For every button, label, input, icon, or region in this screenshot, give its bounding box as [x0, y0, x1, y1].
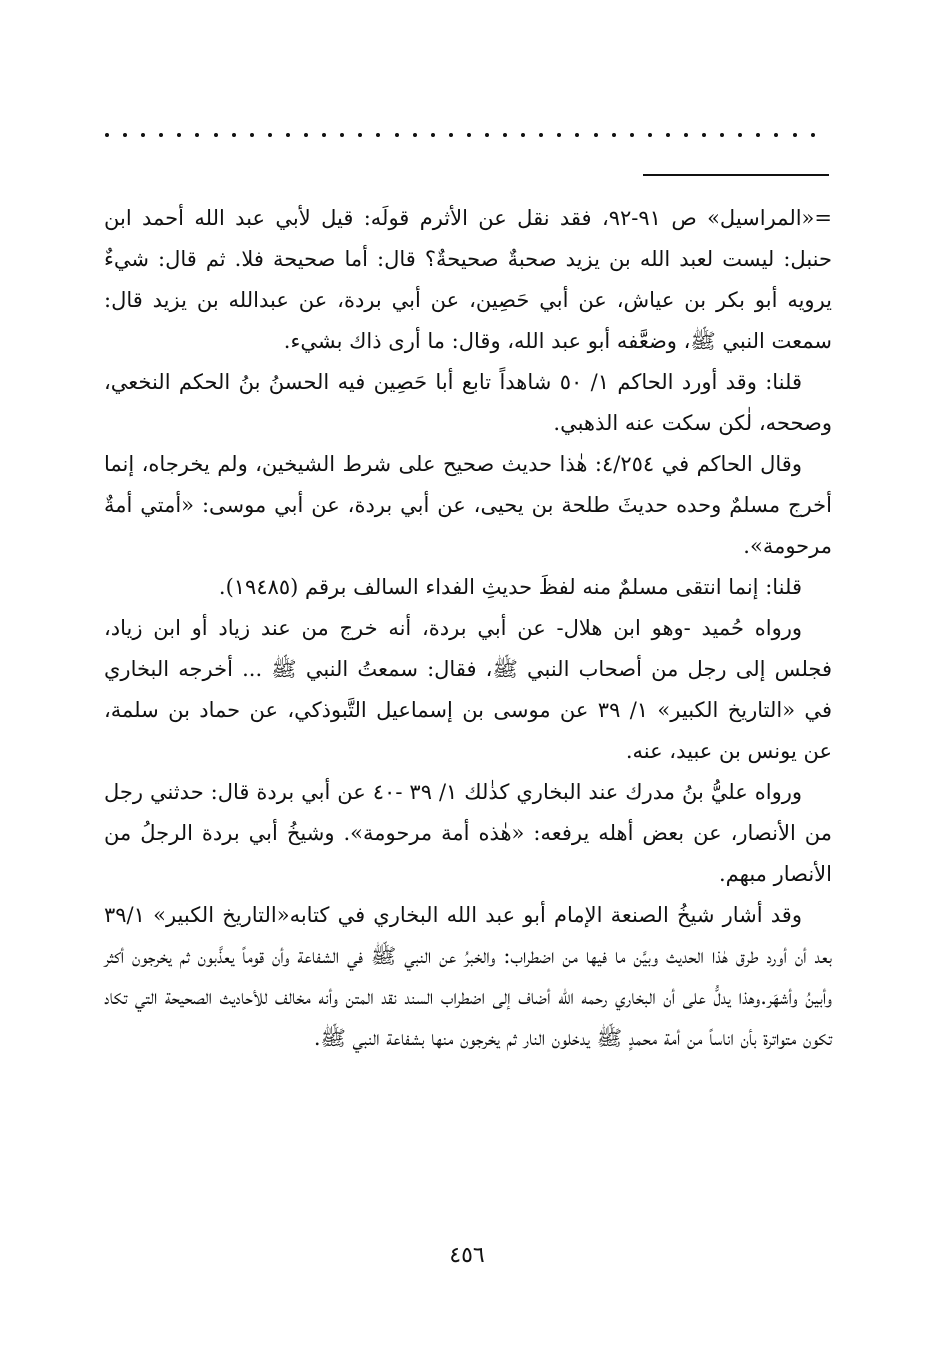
separator-dot	[214, 133, 218, 137]
footnote-rule	[643, 174, 829, 176]
paragraph-6: ورواه عليُّ بنُ مدرك عند البخاري كذٰلك ١/ ٣٩ -٤٠ عن أبي بردة قال: حدثني رجل من الأنصار، عن بعض أهله يرفعه: «هٰذه أمة مرحومة». وشيخُ أبي بردة الرجلُ من الأنصار مبهم.	[104, 780, 832, 886]
separator-dot	[286, 133, 290, 137]
separator-dot	[684, 133, 688, 137]
paragraph-2: قلنا: وقد أورد الحاكم ١/ ٥٠ شاهداً تابع أبا حَصِين فيه الحسنُ بنُ الحكم النخعي، وصححه، لٰكن سكت عنه الذهبي.	[104, 370, 832, 435]
separator-dot	[720, 133, 724, 137]
separator-dot	[575, 133, 579, 137]
separator-dot	[594, 133, 598, 137]
separator-dot	[413, 133, 417, 137]
separator-dot	[630, 133, 634, 137]
separator-dot	[539, 133, 543, 137]
paragraph-5: ورواه حُميد -وهو ابن هلال- عن أبي بردة، أنه خرج من عند زياد أو ابن زياد، فجلس إلى رجل من أصحاب النبي ﷺ، فقال: سمعتُ النبي ﷺ ... أخرجه البخاري في «التاريخ الكبير» ١/ ٣٩ عن موسى بن إسماعيل التَّبوذكي، عن حماد بن سلمة، عن يونس بن عبيد، عنه.	[104, 616, 832, 763]
separator-dot	[612, 133, 616, 137]
separator-dot	[467, 133, 471, 137]
separator-dot	[793, 133, 797, 137]
separator-dot	[557, 133, 561, 137]
separator-dots	[105, 120, 815, 150]
separator-dot	[376, 133, 380, 137]
separator-dot	[232, 133, 236, 137]
separator-dot	[521, 133, 525, 137]
separator-dot	[123, 133, 127, 137]
separator-dot	[340, 133, 344, 137]
paragraph-1: =«المراسيل» ص ٩١-٩٢، فقد نقل عن الأثرم قولَه: قيل لأبي عبد الله أحمد ابن حنبل: ليست لعبد الله بن يزيد صحبةٌ صحيحةٌ؟ قال: أما صحيحة فلا. ثم قال: شيءٌ يرويه أبو بكر بن عياش، عن أبي حَصِين، عن أبي بردة، عن عبدالله بن يزيد قال: سمعت النبي ﷺ، وضعَّفه أبو عبد الله، وقال: ما أرى ذاك بشيء.	[104, 206, 832, 353]
separator-dot	[358, 133, 362, 137]
separator-dot	[268, 133, 272, 137]
separator-dot	[177, 133, 181, 137]
separator-dot	[250, 133, 254, 137]
separator-dot	[503, 133, 507, 137]
paragraph-7: وقد أشار شيخُ الصنعة الإمام أبو عبد الله البخاري في كتابه«التاريخ الكبير» ٣٩/١ بعد أن أورد طرق هٰذا الحديث وبيَّن ما فيها من اضطراب: والخبرُ عن النبي ﷺ في الشفاعة وأن قوماً يعذَّبون ثم يخرجون أكثر وأبينُ وأشهَر.وهذا يدلُّ على أن البخاري رحمه الله أضاف إلى اضطراب السند نقد المتن وأنه مخالف للأحاديث الصحيحة التي تكاد تكون متواترة بأن اناساً من أمة محمدٍ ﷺ يدخلون النار ثم يخرجون منها بشفاعة النبي ﷺ.	[104, 903, 832, 1050]
separator-dot	[756, 133, 760, 137]
separator-dot	[159, 133, 163, 137]
separator-dot	[774, 133, 778, 137]
separator-dot	[485, 133, 489, 137]
page-number: ٤٥٦	[449, 1243, 485, 1268]
separator-dot	[738, 133, 742, 137]
separator-dot	[811, 133, 815, 137]
separator-dot	[702, 133, 706, 137]
separator-dot	[105, 133, 109, 137]
separator-dot	[195, 133, 199, 137]
separator-dot	[322, 133, 326, 137]
paragraph-4: قلنا: إنما انتقى مسلمٌ منه لفظَ حديثِ الفداء السالف برقم (١٩٤٨٥).	[218, 575, 802, 599]
separator-dot	[431, 133, 435, 137]
separator-dot	[141, 133, 145, 137]
separator-dot	[304, 133, 308, 137]
separator-dot	[666, 133, 670, 137]
separator-dot	[648, 133, 652, 137]
paragraph-3: وقال الحاكم في ٤/٢٥٤: هٰذا حديث صحيح على شرط الشيخين، ولم يخرجاه، إنما أخرج مسلمٌ وحده حديثَ طلحة بن يحيى، عن أبي بردة، عن أبي موسى: «أمتي أمةٌ مرحومة».	[104, 452, 832, 558]
separator-dot	[449, 133, 453, 137]
separator-dot	[395, 133, 399, 137]
main-text	[104, 198, 832, 1059]
